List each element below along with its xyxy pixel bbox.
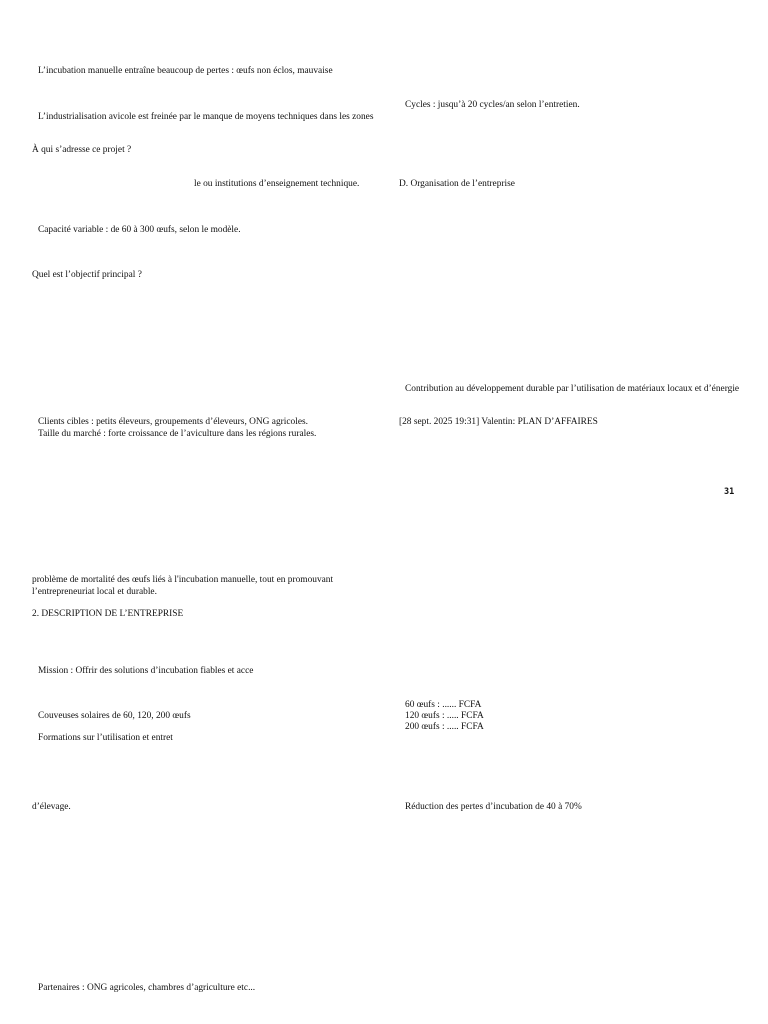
- text-line-target-clients: Clients cibles : petits éleveurs, groupements d’éleveurs, ONG agricoles.: [38, 417, 308, 427]
- text-line-loss-reduction: Réduction des pertes d’incubation de 40 à 70%: [405, 802, 582, 812]
- price-line-120: 120 œufs : ..... FCFA: [405, 711, 484, 721]
- price-line-200: 200 œufs : ..... FCFA: [405, 722, 484, 732]
- text-line-mission: Mission : Offrir des solutions d’incubation fiables et acce: [38, 666, 254, 676]
- heading-target-audience: À qui s’adresse ce projet ?: [32, 145, 132, 155]
- text-line-capacity: Capacité variable : de 60 à 300 œufs, selon le modèle.: [38, 225, 241, 235]
- text-line-breeding: d’élevage.: [32, 802, 71, 812]
- text-line-industrialization: L’industrialisation avicole est freinée par le manque de moyens techniques dans les zones: [38, 112, 374, 122]
- text-line-sustainable-contribution: Contribution au développement durable par l’utilisation de matériaux locaux et d’énergie: [405, 384, 740, 394]
- text-line-institutions: le ou institutions d’enseignement technique.: [194, 179, 360, 189]
- heading-company-description: 2. DESCRIPTION DE L’ENTREPRISE: [32, 609, 184, 619]
- text-line-message-header: [28 sept. 2025 19:31] Valentin: PLAN D’AFFAIRES: [399, 417, 598, 427]
- heading-organisation: D. Organisation de l’entreprise: [399, 179, 515, 189]
- text-line-market-size: Taille du marché : forte croissance de l’aviculture dans les régions rurales.: [38, 429, 317, 439]
- page-number: 31: [724, 487, 735, 497]
- text-line-incubation-losses: L’incubation manuelle entraîne beaucoup de pertes : œufs non éclos, mauvaise: [38, 66, 333, 76]
- price-line-60: 60 œufs : ...... FCFA: [405, 700, 482, 710]
- text-line-solar-incubators: Couveuses solaires de 60, 120, 200 œufs: [38, 711, 191, 721]
- heading-main-objective: Quel est l’objectif principal ?: [32, 270, 142, 280]
- text-line-mortality-problem: problème de mortalité des œufs liés à l'incubation manuelle, tout en promouvant: [32, 575, 334, 585]
- text-line-trainings: Formations sur l’utilisation et entret: [38, 733, 173, 743]
- text-line-partners: Partenaires : ONG agricoles, chambres d’agriculture etc...: [38, 983, 256, 993]
- text-line-entrepreneurship: l’entrepreneuriat local et durable.: [32, 587, 157, 597]
- text-line-cycles: Cycles : jusqu’à 20 cycles/an selon l’entretien.: [405, 100, 580, 110]
